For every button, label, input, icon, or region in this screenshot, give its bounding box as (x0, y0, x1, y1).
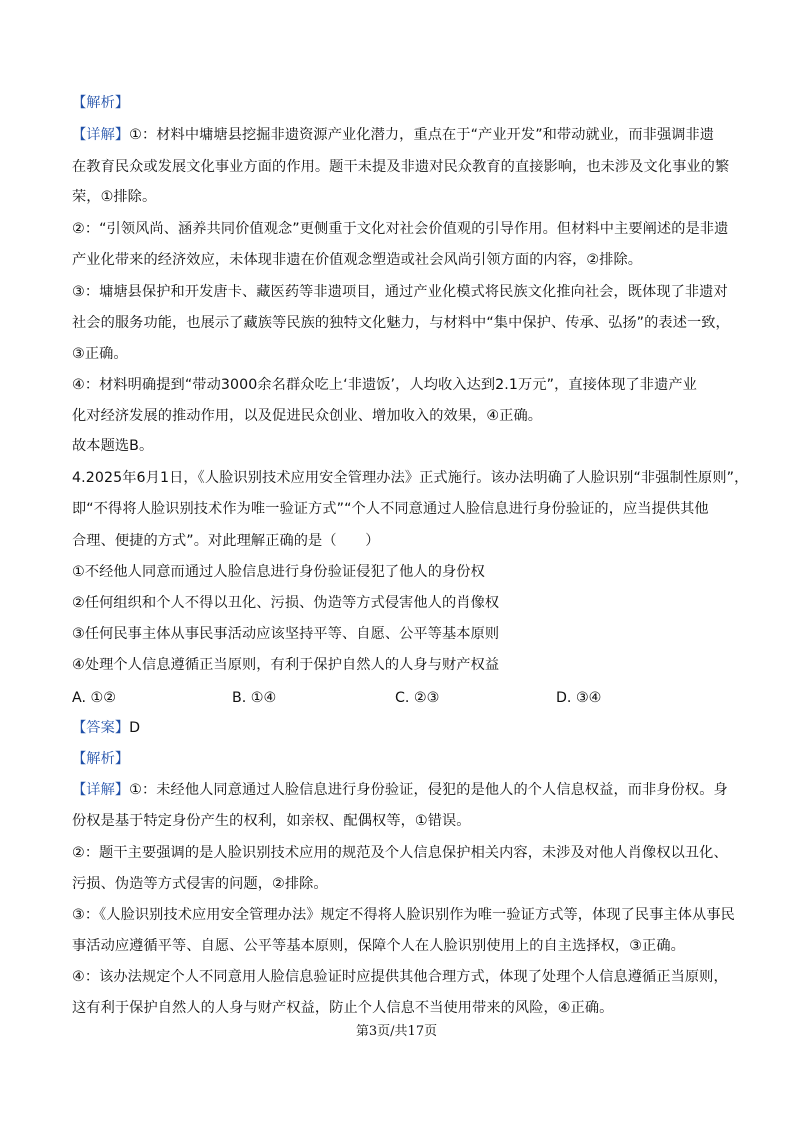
question-stem: 合理、便捷的方式”。对此理解正确的是（ ） (72, 533, 380, 549)
explanation-line: ③：《人脸识别技术应用安全管理办法》规定不得将人脸识别作为唯一验证方式等，体现了民事主体从事民 (72, 907, 735, 923)
detail-line: 产业化带来的经济效应，未体现非遗在价值观念塑造或社会风尚引领方面的内容，②排除。 (72, 252, 643, 268)
explanation-line: ②：题干主要强调的是人脸识别技术应用的规范及个人信息保护相关内容，未涉及对他人肖像权以丑化、 (72, 845, 728, 861)
detail-line: ③：墉塘县保护和开发唐卡、藏医药等非遗项目，通过产业化模式将民族文化推向社会，既体现了非遗对 (72, 284, 728, 300)
answer-label: 【答案】 (72, 720, 130, 736)
statement-2: ②任何组织和个人不得以丑化、污损、伪造等方式侵害他人的肖像权 (72, 595, 500, 611)
page-number: 第3页/共17页 (355, 1024, 438, 1039)
statement-1: ①不经他人同意而通过人脸信息进行身份验证侵犯了他人的身份权 (72, 564, 485, 580)
xiangjie-label-1: 【详解】 (72, 127, 130, 143)
option-a: A. ①② (72, 690, 116, 706)
answer-line (72, 718, 732, 738)
question-stem: 即“不得将人脸识别技术作为唯一验证方式”“个人不同意通过人脸信息进行身份验证的，应当提供其他 (72, 501, 709, 517)
detail-line: 化对经济发展的推动作用，以及促进民众创业、增加收入的效果，④正确。 (72, 408, 543, 424)
detail-line: ②：“引领风尚、涵养共同价值观念”更侧重于文化对社会价值观的引导作用。但材料中主要阐述的是非遗 (72, 221, 729, 237)
explanation-line: ④：该办法规定个人不同意用人脸信息验证时应提供其他合理方式，体现了处理个人信息遵循正当原则， (72, 969, 728, 985)
answer-value: D (129, 720, 141, 736)
explanation-line: 污损、伪造等方式侵害的问题，②排除。 (72, 876, 328, 892)
detail-line: ③正确。 (72, 346, 128, 362)
jiexi-heading-1: 【解析】 (72, 95, 130, 111)
detail-line: 社会的服务功能，也展示了藏族等民族的独特文化魅力，与材料中“集中保护、传承、弘扬”的表述一致， (72, 315, 730, 331)
explanation-text: ①：未经他人同意通过人脸信息进行身份验证，侵犯的是他人的个人信息权益，而非身份权。身 (129, 782, 728, 798)
detail-line: ④：材料明确提到“带动3000余名群众吃上‘非遗饭’，人均收入达到2.1万元”，直接体现了非遗产业 (72, 377, 697, 393)
conclusion-line: 故本题选B。 (72, 438, 154, 454)
detail-line: 在教育民众或发展文化事业方面的作用。题干未提及非遗对民众教育的直接影响，也未涉及文化事业的繁 (72, 159, 730, 175)
question-stem: 4.2025年6月1日，《人脸识别技术应用安全管理办法》正式施行。该办法明确了人脸识别“非强制性原则”， (72, 470, 749, 486)
xiangjie-label-2: 【详解】 (72, 782, 130, 798)
explanation-line (72, 780, 732, 800)
detail-line: 荣，①排除。 (72, 189, 157, 205)
detail-text: ①：材料中墉塘县挖掘非遗资源产业化潜力，重点在于“产业开发”和带动就业，而非强调非遗 (129, 127, 715, 143)
detail-line (72, 125, 732, 145)
option-d: D. ③④ (556, 690, 602, 706)
explanation-line: 这有利于保护自然人的人身与财产权益，防止个人信息不当使用带来的风险，④正确。 (72, 1000, 614, 1016)
option-b: B. ①④ (232, 690, 277, 706)
explanation-line: 事活动应遵循平等、自愿、公平等基本原则，保障个人在人脸识别使用上的自主选择权，③正确。 (72, 938, 685, 954)
option-c: C. ②③ (395, 690, 440, 706)
statement-3: ③任何民事主体从事民事活动应该坚持平等、自愿、公平等基本原则 (72, 626, 500, 642)
jiexi-heading-2: 【解析】 (72, 751, 130, 767)
statement-4: ④处理个人信息遵循正当原则，有利于保护自然人的人身与财产权益 (72, 657, 500, 673)
explanation-line: 份权是基于特定身份产生的权利，如亲权、配偶权等，①错误。 (72, 813, 471, 829)
